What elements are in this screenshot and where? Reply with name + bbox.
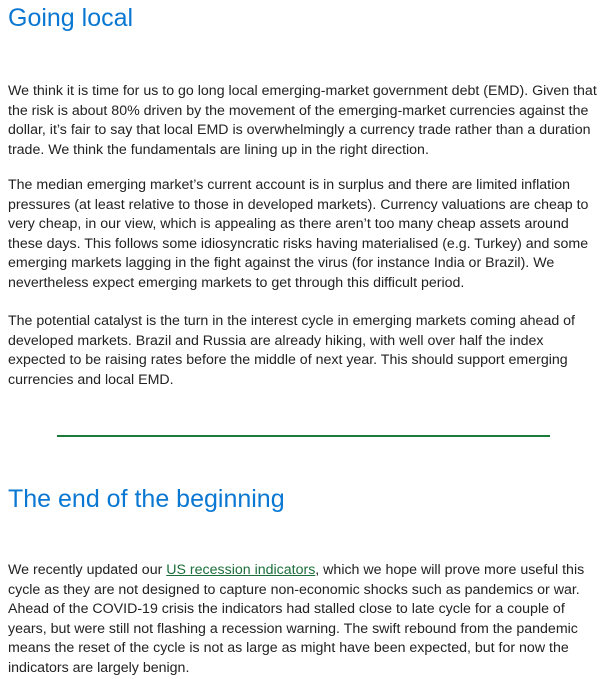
paragraph: The median emerging market’s current account is in surplus and there are limited inflation pressures (at least relative to those in developed markets). Currency valuations are cheap to very cheap, in our view, which is appealing as there aren’t too many cheap assets around these days. This follows some idiosyncratic risks having materialised (e.g. Turkey) and some emerging markets lagging in the fight against the virus (for instance India or Brazil). We nevertheless expect emerging markets to get through this difficult period. bbox=[8, 177, 589, 291]
divider bbox=[57, 435, 550, 437]
text: , which we hope will prove more useful this cycle as they are not designed to capture non-economic shocks such as pandemics or war. Ahead of the COVID-19 crisis the indicators had stalled close to late cycle for a couple of years, but were still not flashing a recession warning. The swift rebound from the pandemic means the reset of the cycle is not as large as might have been expected, but for now the indicators are largely benign. bbox=[8, 562, 585, 676]
section-heading-end-of-beginning: The end of the beginning bbox=[8, 485, 285, 513]
section-heading-going-local: Going local bbox=[8, 4, 134, 32]
paragraph: The potential catalyst is the turn in the interest cycle in emerging markets coming ahead of developed markets. Brazil and Russia are already hiking, with well over half the index expected to be raising rates before the middle of next year. This should support emerging currencies and local EMD. bbox=[8, 313, 576, 388]
paragraph bbox=[8, 561, 600, 679]
us-recession-indicators-link[interactable]: US recession indicators bbox=[166, 562, 316, 578]
text: We recently updated our bbox=[8, 562, 167, 578]
paragraph: We think it is time for us to go long local emerging-market government debt (EMD). Given that the risk is about 80% driven by the movement of the emerging-market currencies against the dollar, it’s fair to say that local EMD is overwhelmingly a currency trade rather than a duration trade. We think the fundamentals are lining up in the right direction. bbox=[8, 83, 597, 158]
